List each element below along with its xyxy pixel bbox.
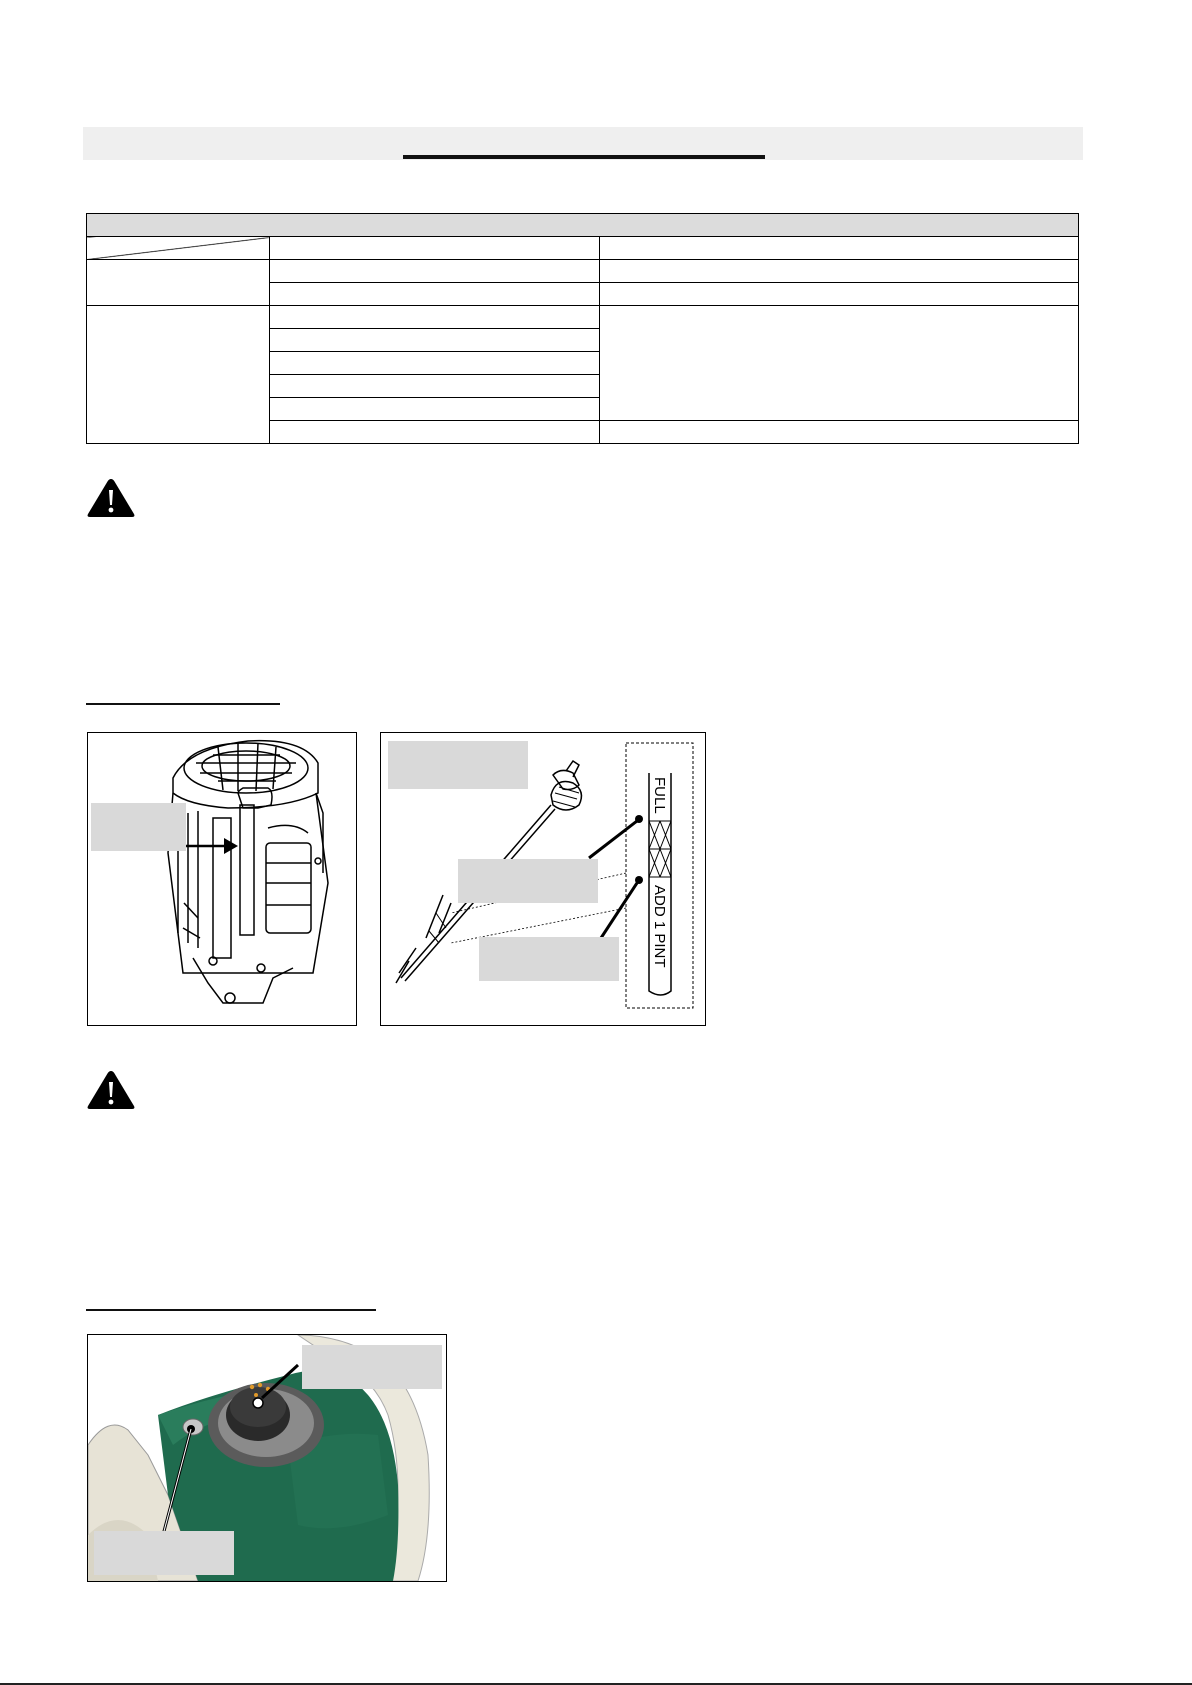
engine-figure — [87, 732, 357, 1026]
fuel-cap-photo — [87, 1334, 447, 1582]
table-cell — [600, 421, 1079, 444]
table-cell — [270, 398, 600, 421]
callout-label-box — [91, 803, 186, 851]
table-cell — [270, 306, 600, 329]
table-corner-cell — [87, 237, 270, 260]
table-cell — [270, 237, 600, 260]
engine-illustration — [88, 733, 356, 1025]
table-cell — [270, 283, 600, 306]
table-group-cell — [87, 306, 270, 444]
spec-table — [86, 213, 1079, 444]
subsection-heading-underline — [86, 1309, 376, 1311]
warning-icon — [85, 476, 137, 520]
dipstick-full-mark: FULL — [651, 777, 668, 814]
warning-icon — [85, 1068, 137, 1112]
dipstick-add-mark: ADD 1 PINT — [651, 885, 668, 968]
callout-label-box — [388, 741, 528, 789]
callout-label-box — [94, 1531, 234, 1575]
table-cell — [270, 375, 600, 398]
table-cell — [600, 260, 1079, 283]
callout-label-box — [302, 1345, 442, 1389]
table-cell — [600, 283, 1079, 306]
table-cell — [270, 421, 600, 444]
subsection-heading-underline — [86, 703, 280, 705]
dipstick-figure — [380, 732, 706, 1026]
table-header-row — [87, 214, 1079, 237]
callout-label-box — [458, 859, 598, 903]
callout-label-box — [479, 937, 619, 981]
table-group-cell — [87, 260, 270, 306]
table-cell — [600, 237, 1079, 260]
table-merged-cell — [600, 306, 1079, 421]
table-cell — [270, 352, 600, 375]
section-title-underline — [403, 155, 765, 159]
table-cell — [270, 260, 600, 283]
table-cell — [270, 329, 600, 352]
